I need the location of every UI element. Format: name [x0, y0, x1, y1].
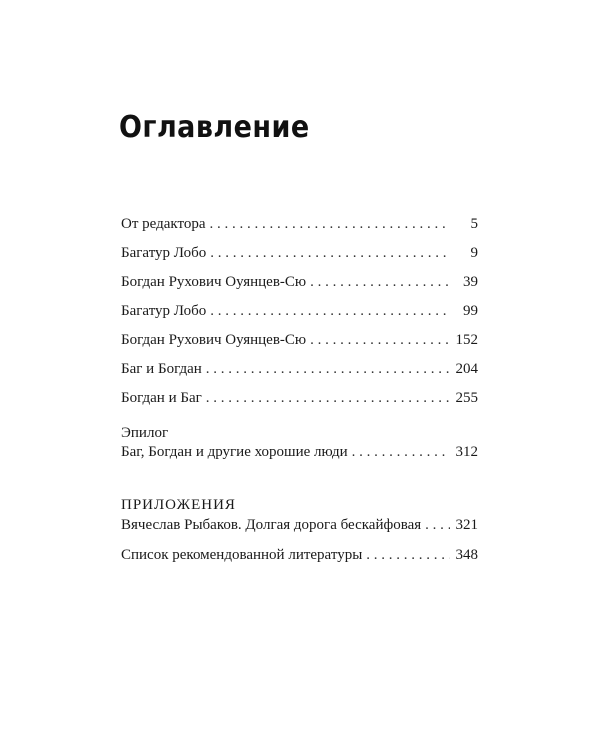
dot-leader — [352, 442, 450, 462]
toc-entry[interactable] — [121, 272, 478, 301]
toc-entry-appendix[interactable] — [121, 545, 478, 574]
toc-entry[interactable] — [121, 243, 478, 272]
epilogue-heading: Эпилог — [121, 425, 169, 441]
toc-entry-title: Богдан Рухович Оуянцев-Сю — [121, 274, 307, 290]
toc-entry-title: Список рекомендованной литературы — [121, 547, 363, 563]
toc-entry-title: Багатур Лобо — [121, 303, 207, 319]
toc-entry-page: 39 — [463, 274, 478, 290]
dot-leader — [210, 301, 450, 321]
toc-entry-page: 348 — [455, 547, 478, 563]
toc-entry-page: 204 — [455, 361, 478, 377]
toc-entry[interactable] — [121, 388, 478, 417]
toc-entry-title: Баг и Богдан — [121, 361, 202, 377]
toc-entry[interactable] — [121, 301, 478, 330]
toc-entry[interactable] — [121, 359, 478, 388]
toc-entry-page: 255 — [455, 390, 478, 406]
toc-entry-page: 312 — [455, 444, 478, 460]
dot-leader — [206, 388, 450, 408]
dot-leader — [310, 272, 450, 292]
toc-entry[interactable] — [121, 214, 478, 243]
toc-entry-page: 99 — [463, 303, 478, 319]
toc-entry-title: Баг, Богдан и другие хорошие люди — [121, 444, 348, 460]
dot-leader — [366, 545, 450, 565]
toc-entry-title: Багатур Лобо — [121, 245, 207, 261]
toc-entry[interactable] — [121, 330, 478, 359]
toc-entry-appendix[interactable] — [121, 515, 478, 545]
toc-entry-page: 321 — [455, 517, 478, 533]
appendices-heading: ПРИЛОЖЕНИЯ — [121, 497, 236, 513]
dot-leader — [310, 330, 450, 350]
toc-entry-title: Вячеслав Рыбаков. Долгая дорога бескайфовая — [121, 517, 422, 533]
dot-leader — [210, 214, 451, 234]
toc-entry-page: 5 — [470, 216, 478, 232]
page-title: Оглавление — [119, 110, 310, 145]
toc-entry-title: Богдан и Баг — [121, 390, 202, 406]
toc-entry-page: 152 — [455, 332, 478, 348]
toc-entry-epilogue[interactable] — [121, 442, 478, 472]
toc-entry-page: 9 — [470, 245, 478, 261]
dot-leader — [210, 243, 450, 263]
dot-leader — [206, 359, 450, 379]
table-of-contents — [121, 214, 478, 574]
toc-entry-title: От редактора — [121, 216, 206, 232]
dot-leader — [425, 515, 450, 535]
toc-entry-title: Богдан Рухович Оуянцев-Сю — [121, 332, 307, 348]
